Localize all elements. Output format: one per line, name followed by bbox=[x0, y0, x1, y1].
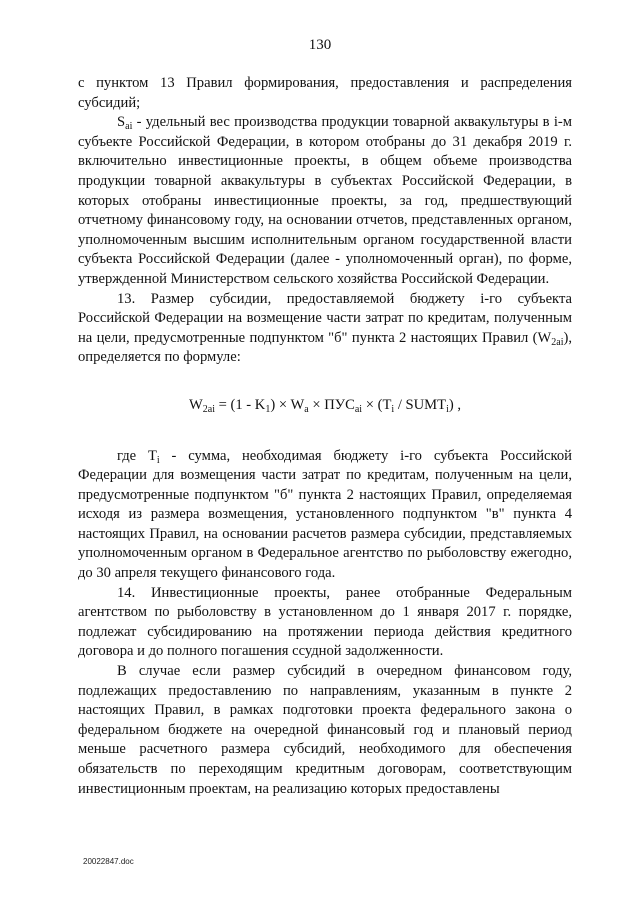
paragraph-subsidy-shortfall bbox=[78, 662, 572, 799]
formula-subscript: ai bbox=[354, 403, 363, 415]
formula-term: / SUMT bbox=[394, 396, 447, 413]
paragraph-text: - сумма, необходимая бюджету i-го субъекта Российской Федерации для возмещения части затрат по кредитам, полученным на цели, предусмотренные подпунктом "б" пункта 2 настоящих Правил, определяемая исходя из размера возмещения, установленного подпунктом "в" пункта 4 настоящих Правил, на основании расчетов размера субсидии, представляемых уполномоченным органом в Федеральное агентство по рыболовству ежегодно, до 30 апреля текущего финансового года. bbox=[78, 447, 572, 582]
paragraph-text: с пунктом 13 Правил формирования, предоставления и распределения субсидий; bbox=[78, 75, 572, 111]
formula-term: ) × W bbox=[270, 396, 305, 413]
formula-subscript: 2ai bbox=[202, 403, 215, 415]
page-number: 130 bbox=[308, 37, 332, 53]
paragraph-14 bbox=[78, 584, 572, 662]
paragraph-sai-definition bbox=[78, 113, 572, 289]
paragraph-13 bbox=[78, 290, 572, 368]
paragraph-text: 14. Инвестиционные проекты, ранее отобранные Федеральным агентством по рыболовству в установленном до 1 января 2017 г. порядке, подлежат субсидированию на протяжении периода действия кредитного договора и до полного погашения ссудной задолженности. bbox=[78, 584, 572, 660]
paragraph-text: 13. Размер субсидии, предоставляемой бюджету i-го субъекта Российской Федерации на возмещение части затрат по кредитам, полученным на цели, предусмотренные подпунктом "б" пункта 2 настоящих Правил (W bbox=[78, 290, 572, 346]
formula-subscript: i bbox=[391, 403, 395, 415]
formula-subscript: 1 bbox=[265, 403, 271, 415]
document-body bbox=[78, 74, 572, 799]
formula-term: × ПУС bbox=[308, 396, 355, 413]
paragraph-ti-definition bbox=[78, 447, 572, 584]
symbol-s: S bbox=[117, 114, 126, 131]
formula-term: × (T bbox=[362, 396, 392, 413]
formula-subscript: a bbox=[304, 403, 309, 415]
formula-subscript: i bbox=[446, 403, 449, 415]
paragraph-text: где T bbox=[117, 447, 157, 464]
formula-term: W bbox=[188, 396, 203, 413]
formula-term: = (1 - K bbox=[214, 396, 266, 413]
symbol-subscript: ai bbox=[125, 121, 133, 133]
paragraph-text-end: ), определяется по формуле: bbox=[78, 329, 572, 366]
formula-term: ) , bbox=[448, 396, 462, 413]
paragraph-text: В случае если размер субсидий в очередном финансовом году, подлежащих предоставлению по направлениям, указанным в пункте 2 настоящих Правил, в рамках подготовки проекта федерального закона о федеральном бюджете на очередной финансовый год и плановый период меньше расчетного размера субсидий, необходимого для обеспечения обязательств по переходящим кредитным договорам, соответствующим инвестиционным проектам, на реализацию которых предоставлены bbox=[78, 663, 572, 797]
symbol-subscript: 2ai bbox=[551, 336, 564, 348]
paragraph-text: - удельный вес производства продукции товарной аквакультуры в i-м субъекте Российской Федерации, в котором отобраны до 31 декабря 2019 г. включительно инвестиционные проекты, в общем объеме производства продукции товарной аквакультуры в субъектах Российской Федерации, в которых отобраны инвестиционные проекты, за год, предшествующий отчетному финансовому году, на основании отчетов, представленных органом, уполномоченным высшим исполнительным органом государственной власти субъекта Российской Федерации (далее - уполномоченный орган), по форме, утвержденной Министерством сельского хозяйства Российской Федерации. bbox=[78, 114, 572, 287]
symbol-subscript: i bbox=[156, 454, 160, 466]
file-footer: 20022847.doc bbox=[83, 857, 134, 866]
paragraph-continuation bbox=[78, 74, 572, 113]
formula bbox=[78, 396, 572, 416]
